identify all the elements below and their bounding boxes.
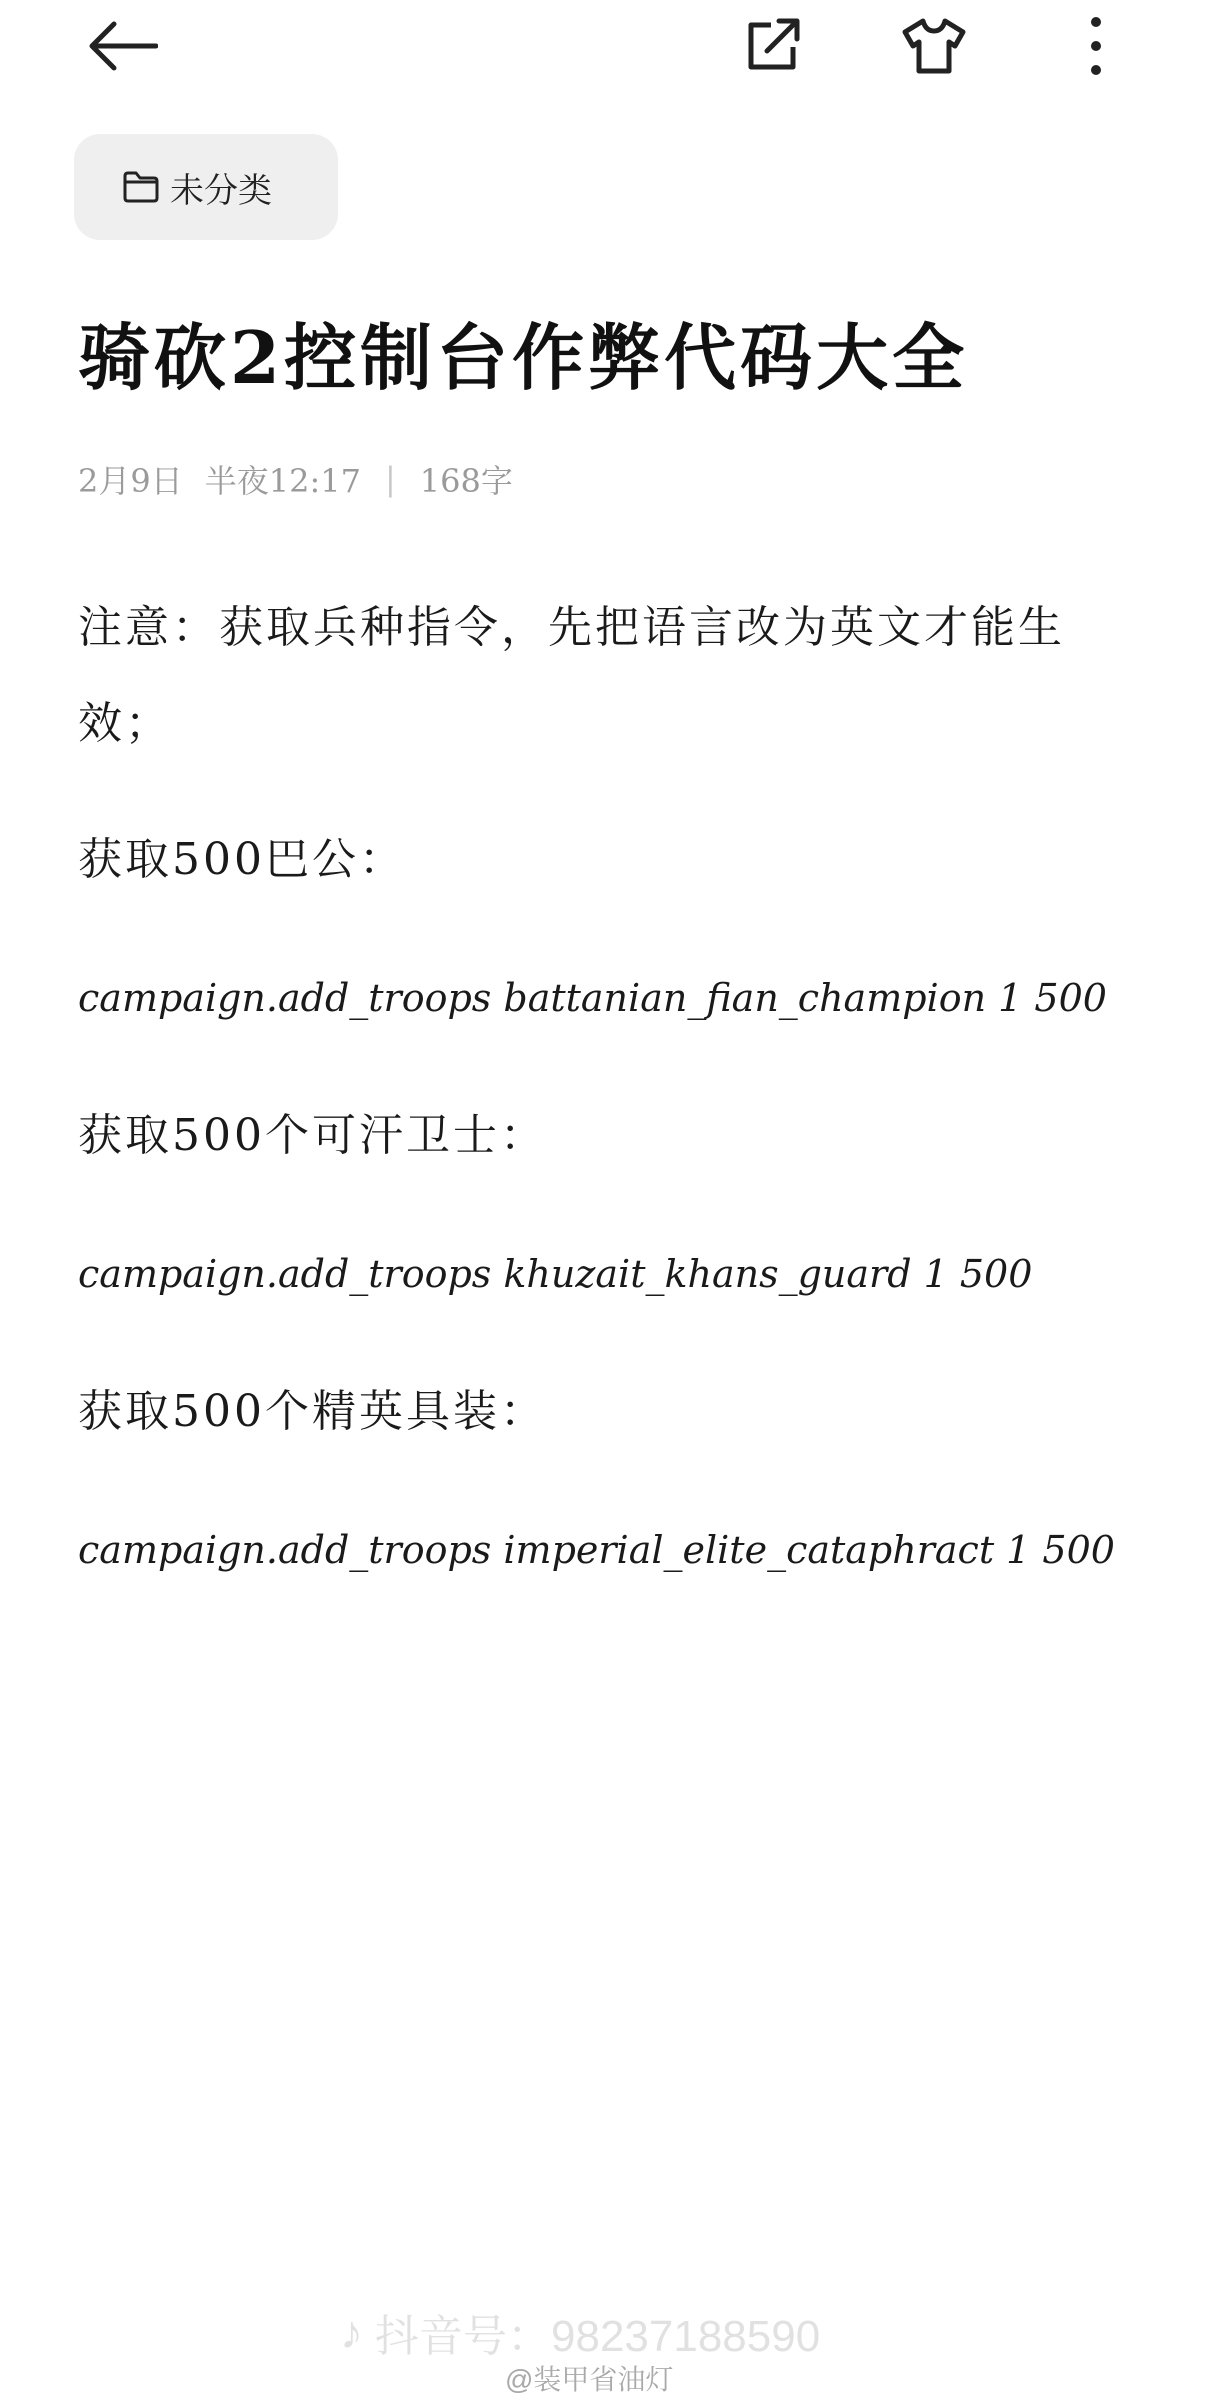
share-button[interactable] <box>730 4 814 88</box>
douyin-watermark <box>340 2300 820 2364</box>
note-meta <box>78 456 513 502</box>
section-heading: 获取500个精英具装： <box>78 1386 547 1437</box>
top-toolbar <box>0 0 1220 100</box>
more-button[interactable] <box>1054 4 1138 88</box>
folder-icon <box>122 170 160 204</box>
douyin-id: 抖音号：98237188590 <box>375 2312 821 2361</box>
section-heading: 获取500个可汗卫士： <box>78 1110 547 1161</box>
more-vertical-icon <box>1088 16 1104 76</box>
meta-divider: | <box>384 460 396 498</box>
external-share-icon <box>743 17 801 75</box>
arrow-left-icon <box>86 21 158 71</box>
tshirt-icon <box>901 18 967 74</box>
category-label: 未分类 <box>170 170 272 211</box>
command-text: campaign.add_troops battanian_fian_champion 1 500 <box>78 976 1107 1020</box>
notice-text: 注意：获取兵种指令，先把语言改为英文才能生效； <box>78 602 1065 749</box>
note-time: 半夜12:17 <box>204 462 361 500</box>
note-body[interactable] <box>78 580 1138 1640</box>
theme-button[interactable] <box>892 4 976 88</box>
weibo-watermark: @装甲省油灯 <box>505 2364 674 2395</box>
section-heading: 获取500巴公： <box>78 834 406 885</box>
command-text: campaign.add_troops imperial_elite_cataphract 1 500 <box>78 1528 1115 1572</box>
command-text: campaign.add_troops khuzait_khans_guard 1 500 <box>78 1252 1033 1296</box>
word-count: 168字 <box>419 462 513 500</box>
note-date: 2月9日 <box>78 462 183 500</box>
back-button[interactable] <box>80 4 164 88</box>
note-title[interactable]: 骑砍2控制台作弊代码大全 <box>78 315 969 400</box>
category-chip[interactable] <box>74 134 338 240</box>
douyin-logo-icon: ♪ <box>340 2306 363 2358</box>
